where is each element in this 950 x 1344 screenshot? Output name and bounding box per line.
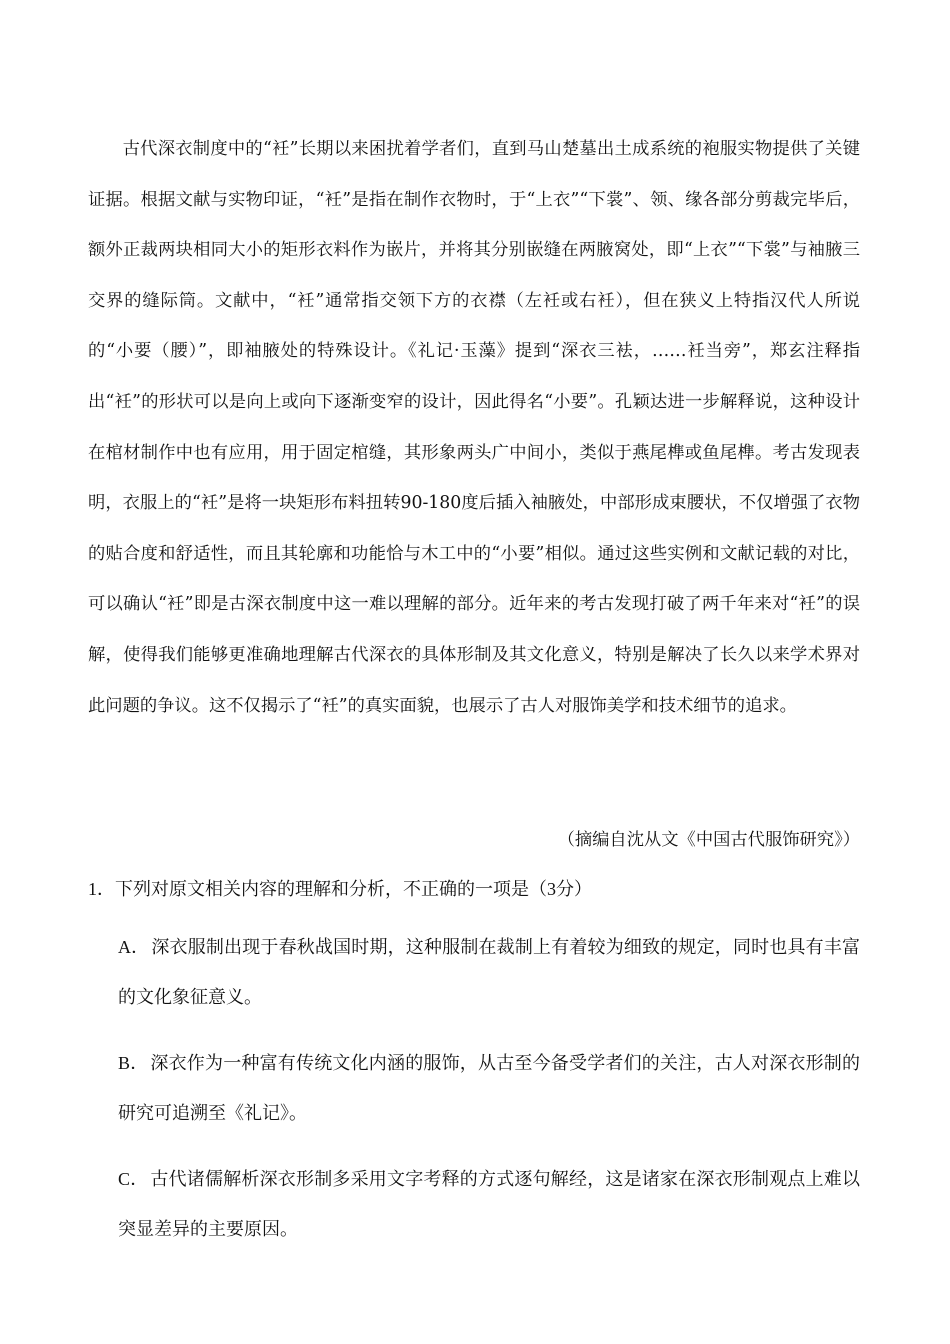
- option-a-text: 深衣服制出现于春秋战国时期，这种服制在裁制上有着较为细致的规定，同时也具有丰富的文化象征意义。: [118, 937, 861, 1007]
- option-a-letter: A．: [118, 937, 150, 957]
- option-b-letter: B．: [118, 1053, 149, 1073]
- option-a: [118, 922, 860, 1022]
- option-c-letter: C．: [118, 1169, 149, 1189]
- option-c-text: 古代诸儒解析深衣形制多采用文字考释的方式逐句解经，这是诸家在深衣形制观点上难以突显差异的主要原因。: [118, 1169, 860, 1239]
- option-b: [118, 1038, 860, 1138]
- passage-text: 古代深衣制度中的“衽”长期以来困扰着学者们，直到马山楚墓出土成系统的袍服实物提供了关键证据。根据文献与实物印证，“衽”是指在制作衣物时，于“上衣”“下裳”、领、缘各部分剪裁完毕后，额外正裁两块相同大小的矩形衣料作为嵌片，并将其分别嵌缝在两腋窝处，即“上衣”“下裳”与袖腋三交界的缝际筒。文献中，“衽”通常指交领下方的衣襟（左衽或右衽），但在狭义上特指汉代人所说的“小要（腰）”，即袖腋处的特殊设计。《礼记·玉藻》提到“深衣三袪，……衽当旁”，郑玄注释指出“衽”的形状可以是向上或向下逐渐变窄的设计，因此得名“小要”。孔颖达进一步解释说，这种设计在棺材制作中也有应用，用于固定棺缝，其形象两头广中间小，类似于燕尾榫或鱼尾榫。考古发现表明，衣服上的“衽”是将一块矩形布料扭转90-180度后插入袖腋处，中部形成束腰状，不仅增强了衣物的贴合度和舒适性，而且其轮廓和功能恰与木工中的“小要”相似。通过这些实例和文献记载的对比，可以确认“衽”即是古深衣制度中这一难以理解的部分。近年来的考古发现打破了两千年来对“衽”的误解，使得我们能够更准确地理解古代深衣的具体形制及其文化意义，特别是解决了长久以来学术界对此问题的争议。这不仅揭示了“衽”的真实面貌，也展示了古人对服饰美学和技术细节的追求。: [88, 139, 860, 716]
- question-stem: 1．下列对原文相关内容的理解和分析，不正确的一项是（3分）: [88, 879, 592, 899]
- option-b-text: 深衣作为一种富有传统文化内涵的服饰，从古至今备受学者们的关注，古人对深衣形制的研究可追溯至《礼记》。: [118, 1053, 860, 1123]
- passage-source: （摘编自沈从文《中国古代服饰研究》）: [557, 830, 860, 850]
- question-1: [88, 872, 860, 1254]
- option-c: [118, 1154, 860, 1254]
